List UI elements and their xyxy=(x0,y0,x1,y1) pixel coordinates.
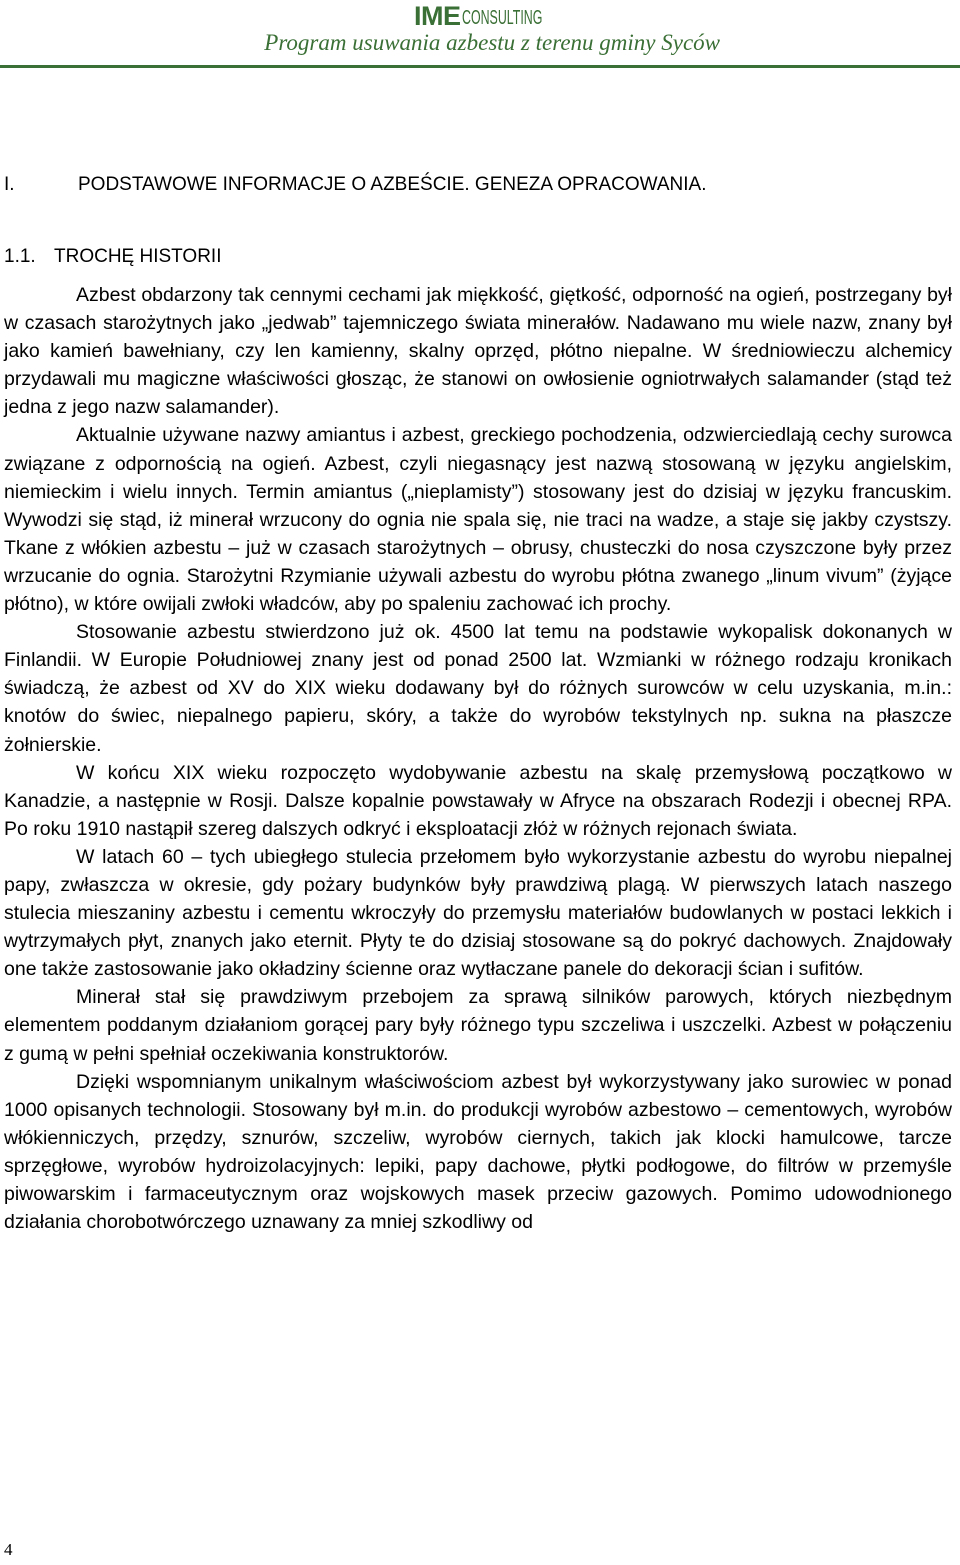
paragraph: Stosowanie azbestu stwierdzono już ok. 4500 lat temu na podstawie wykopalisk dokonanych w Finlandii. W Europie Południowej znany jest od ponad 2500 lat. Wzmianki w różnego rodzaju kronikach świadczą, że azbest od XV do XIX wieku dodawany był do różnych surowców w celu uzyskania, m.in.: knotów do świec, niepalnego papieru, skóry, a także do wyrobów tekstylnych np. sukna na płaszcze żołnierskie. xyxy=(4,621,952,756)
paragraph: W końcu XIX wieku rozpoczęto wydobywanie azbestu na skalę przemysłową początkowo w Kanadzie, a następnie w Rosji. Dalsze kopalnie powstawały w Afryce na obszarach Rodezji i obecnej RPA. Po roku 1910 nastąpił szereg dalszych odkryć i eksploatacji złóż w różnych rejonach świata. xyxy=(4,761,952,840)
section-title-text: TROCHĘ HISTORII xyxy=(54,246,222,267)
body-text xyxy=(4,281,952,1236)
paragraph: Dzięki wspomnianym unikalnym właściwościom azbest był wykorzystywany jako surowiec w ponad 1000 opisanych technologii. Stosowany był m.in. do produkcji wyrobów azbestowo – cementowych, wyrobów włókienniczych, przędzy, sznurów, szczeliw, wyrobów ciernych, takich jak klocki hamulcowe, tarcze sprzęgłowe, wyrobów hydroizolacyjnych: lepiki, papy dachowe, płytki podłogowe, do filtrów w przemyśle piwowarskim i farmaceutycznym oraz wojskowych masek przeciw gazowych. Pomimo udowodnionego działania chorobotwórczego uznawany za mniej szkodliwy od xyxy=(4,1070,952,1234)
section-number: 1.1. xyxy=(4,246,36,267)
header-subtitle: Program usuwania azbestu z terenu gminy Syców xyxy=(264,30,720,55)
logo-consulting-text: CONSULTING xyxy=(461,7,542,29)
chapter-heading xyxy=(4,174,944,196)
section-heading xyxy=(4,246,222,268)
header-divider xyxy=(0,65,960,68)
paragraph: Minerał stał się prawdziwym przebojem za sprawą silników parowych, których niezbędnym elementem poddanym działaniom gorącej pary były różnego typu szczeliwa i uszczelki. Azbest w połączeniu z gumą w pełni spełniał oczekiwania konstruktorów. xyxy=(4,986,952,1065)
chapter-title-text: PODSTAWOWE INFORMACJE O AZBEŚCIE. GENEZA OPRACOWANIA. xyxy=(78,174,707,195)
page-number: 4 xyxy=(4,1540,13,1559)
paragraph: W latach 60 – tych ubiegłego stulecia przełomem było wykorzystanie azbestu do wyrobu niepalnej papy, zwłaszcza w okresie, gdy pożary budynków były prawdziwą plagą. W pierwszych latach naszego stulecia mieszaniny azbestu i cementu wkroczyły do przemysłu materiałów budowlanych w postaci lekkich i wytrzymałych płyt, znanych jako eternit. Płyty te do dzisiaj stosowane są do pokryć dachowych. Znajdowały one także zastosowanie jako okładziny ścienne oraz wytłaczane panele do dekoracji ścian i sufitów. xyxy=(4,845,952,981)
paragraph: Azbest obdarzony tak cennymi cechami jak miękkość, giętkość, odporność na ogień, postrzegany był w czasach starożytnych jako „jedwab” tajemniczego świata minerałów. Nadawano mu wiele nazw, znany był jako kamień bawełniany, czy len kamienny, skalny oprzęd, płótno niepalne. W średniowieczu alchemicy przydawali mu magiczne właściwości głosząc, że stanowi on owłosienie ogniotrwałych salamander (stąd też jedna z jego nazw salamander). xyxy=(4,284,952,419)
chapter-number: I. xyxy=(4,174,15,195)
paragraph: Aktualnie używane nazwy amiantus i azbest, greckiego pochodzenia, odzwierciedlają cechy surowca związane z odpornością na ogień. Azbest, czyli niegasnący jest nazwą stosowaną w języku angielskim, niemieckim i wielu innych. Termin amiantus („nieplamisty”) stosowany jest do dzisiaj w języku francuskim. Wywodzi się stąd, iż minerał wrzucony do ognia nie spala się, nie traci na wadze, a staje się jakby czystszy. Tkane z włókien azbestu – już w czasach starożytnych – obrusy, chusteczki do nosa czyszczone były przez wrzucanie do ognia. Starożytni Rzymianie używali azbestu do wyrobu płótna zwanego „linum vivum” (żyjące płótno), w które owijali zwłoki władców, aby po spaleniu zachować ich prochy. xyxy=(4,424,952,616)
company-logo xyxy=(414,0,591,30)
logo-ime-text: IME xyxy=(414,1,461,31)
